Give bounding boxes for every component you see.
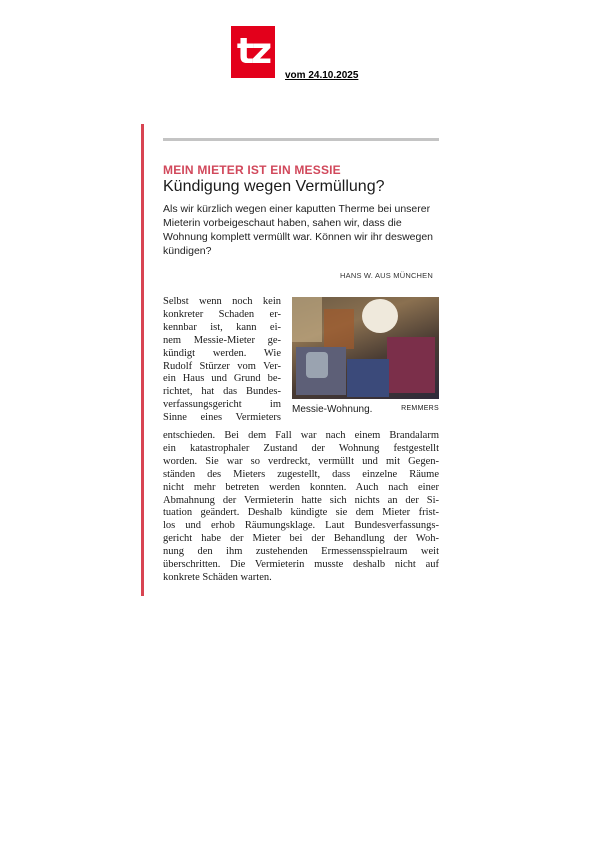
body-line: Selbst wenn noch kein [163,296,281,307]
article-kicker: MEIN MIETER IST EIN MESSIE [163,163,341,177]
body-line: los und erhob Räumungsklage. Laut Bundesverfassungs- [163,520,439,532]
article-headline: Kündigung wegen Vermüllung? [163,178,385,195]
body-line: ein katastrophaler Zustand der Wohnung festgestellt [163,442,439,454]
body-line: verfassungsgericht im [163,399,281,411]
body-line: entschieden. Bei dem Fall war nach einem Brandalarm [163,430,439,441]
photo-credit: REMMERS [401,405,439,412]
body-line: ein Haus und Grund be- [163,373,281,385]
photo-caption-text: Messie-Wohnung. [292,404,373,415]
body-line: kündigt werden. Wie [163,347,281,359]
publication-date: vom 24.10.2025 [285,70,359,81]
body-line: Rudolf Stürzer vom Ver- [163,360,281,372]
article-top-rule [163,138,439,141]
article-side-bar [141,124,144,596]
body-line: überschritten. Die Vermieterin musste deshalb nicht auf [163,559,439,571]
body-line: tuation geändert. Deshalb kündigte sie dem Mieter frist- [163,507,439,519]
article-body-wide [163,430,439,585]
body-line: nem Messie-Mieter ge- [163,334,281,346]
body-line: konkrete Schäden warten. [163,571,272,583]
article-photo [292,297,439,399]
body-line: nicht mehr betreten werden konnten. Auch nach einer [163,481,439,493]
article-body-narrow [163,296,281,425]
body-line: kennbar ist, kann ei- [163,321,281,333]
body-line: richtet, hat das Bundes- [163,386,281,398]
article-intro: Als wir kürzlich wegen einer kaputten Therme bei unserer Mieterin vorbeigeschaut haben, sahen wir, dass die Wohnung komplett vermüllt war. Können wir ihr deswegen kündigen? [163,203,434,257]
tz-logo [231,26,275,78]
body-line: konkreter Schaden er- [163,308,281,320]
body-line: worden. Sie war so verdreckt, vermüllt und mit Gegen- [163,455,439,467]
reader-author: HANS W. AUS MÜNCHEN [340,271,433,280]
body-line: Sinne eines Vermieters [163,412,281,424]
logo-text: tz [236,31,270,72]
body-line: gericht habe der Mieter bei der Behandlung der Woh- [163,533,439,545]
body-line: Abmahnung der Vermieterin hatte sich nichts an der Si- [163,494,439,506]
body-line: ständen des Mieters zugestellt, dass einzelne Räume [163,468,439,480]
body-line: nung den ihm zustehenden Ermessensspielraum weit [163,546,439,558]
